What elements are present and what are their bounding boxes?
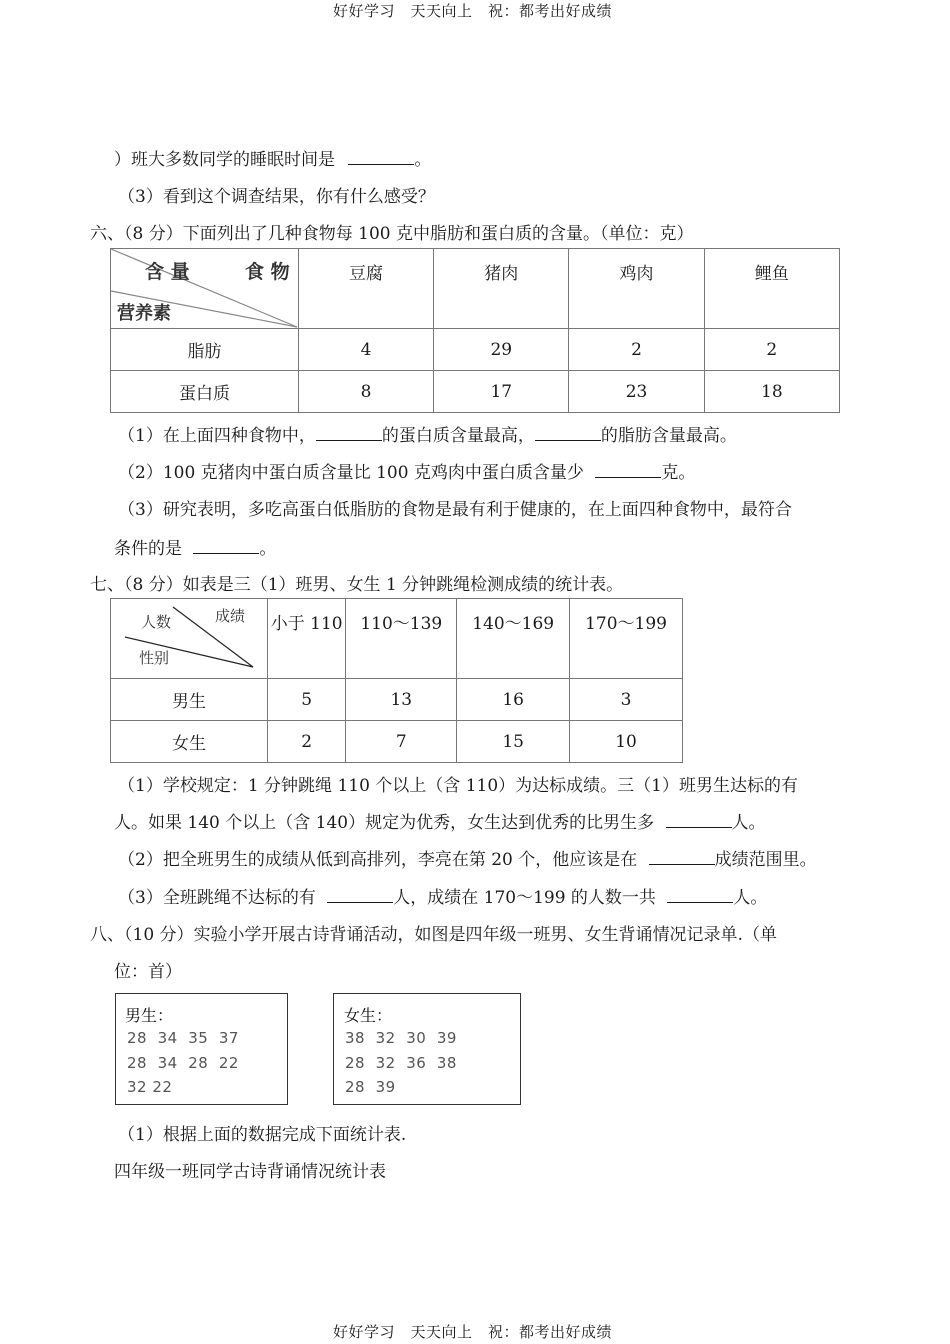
- answer-blank[interactable]: [595, 463, 661, 478]
- s8-boys-record-card: [115, 993, 288, 1105]
- s8-title: 八、（10 分）实验小学开展古诗背诵活动，如图是四年级一班男、女生背诵情况记录单.（单: [90, 925, 777, 945]
- s6-q3: （3）研究表明，多吃高蛋白低脂肪的食物是最有利于健康的，在上面四种食物中，最符合: [118, 500, 792, 520]
- s6-header-cell: 鸡肉: [569, 249, 704, 329]
- s7-q1-text: 人。如果 140 个以上（含 140）规定为优秀，女生达到优秀的比男生多: [114, 813, 655, 833]
- answer-blank[interactable]: [348, 150, 414, 165]
- s6-q1-text: （1）在上面四种食物中，: [118, 426, 316, 446]
- s7-cell: 2: [268, 721, 346, 763]
- s7-q1-cont: [114, 808, 766, 833]
- s7-q3-text: （3）全班跳绳不达标的有: [118, 888, 316, 908]
- s6-q2-text: 克。: [661, 463, 696, 483]
- s7-row-girls: [111, 721, 683, 763]
- s7-corner-bottom: 性别: [139, 649, 170, 667]
- s6-cell: 4: [298, 329, 433, 371]
- s7-q3-text: 人，成绩在 170～199 的人数一共: [393, 888, 656, 908]
- s7-cell: 13: [346, 679, 457, 721]
- s7-cell: 3: [570, 679, 683, 721]
- s7-title: 七、（8 分）如表是三（1）班男、女生 1 分钟跳绳检测成绩的统计表。: [90, 575, 624, 595]
- s5-sleep-text: ）班大多数同学的睡眠时间是: [114, 150, 335, 170]
- s8-table-title: 四年级一班同学古诗背诵情况统计表: [114, 1162, 386, 1182]
- s7-row-label: 男生: [111, 679, 268, 721]
- s7-corner-top-right: 成绩: [215, 607, 246, 625]
- s7-row-boys: [111, 679, 683, 721]
- s6-q3-text: 。: [259, 539, 277, 559]
- s6-q3-text: 条件的是: [114, 539, 182, 559]
- s7-q2: [118, 845, 817, 870]
- s7-header-cell: 小于 110: [268, 599, 346, 679]
- s7-q3-text: 人。: [733, 888, 768, 908]
- s7-corner-top-left: 人数: [141, 613, 172, 631]
- s6-q3-cont: [114, 534, 276, 559]
- s6-row-label: 蛋白质: [111, 371, 299, 413]
- s6-q2: [118, 458, 695, 483]
- s6-cell: 2: [569, 329, 704, 371]
- s8-girls-line: 28 32 36 38: [345, 1054, 457, 1072]
- answer-blank[interactable]: [666, 813, 732, 828]
- s6-corner-top-left: 含 量: [145, 261, 190, 283]
- s7-cell: 15: [457, 721, 570, 763]
- s7-jumprope-table: [110, 598, 683, 763]
- answer-blank[interactable]: [316, 426, 382, 441]
- s8-girls-title: 女生：: [344, 1006, 393, 1025]
- s6-header-cell: 豆腐: [298, 249, 433, 329]
- s6-header-cell: 鲤鱼: [704, 249, 839, 329]
- s7-cell: 7: [346, 721, 457, 763]
- s6-q1-text: 的蛋白质含量最高，: [381, 426, 535, 446]
- s6-title: 六、（8 分）下面列出了几种食物每 100 克中脂肪和蛋白质的含量。（单位：克）: [90, 224, 694, 244]
- s7-q2-text: 成绩范围里。: [714, 850, 817, 870]
- s8-girls-record-card: [333, 993, 521, 1105]
- s7-cell: 5: [268, 679, 346, 721]
- s7-header-cell: 140～169: [457, 599, 570, 679]
- s7-q1: （1）学校规定：1 分钟跳绳 110 个以上（含 110）为达标成绩。三（1）班男生达标的有: [118, 776, 798, 796]
- s7-q1-text: 人。: [731, 813, 766, 833]
- s6-q1-text: 的脂肪含量最高。: [600, 426, 737, 446]
- s6-row-protein: [111, 371, 840, 413]
- s6-food-table: [110, 248, 840, 413]
- s7-header-cell: 110～139: [346, 599, 457, 679]
- s6-cell: 29: [434, 329, 569, 371]
- s6-q1: [118, 421, 737, 446]
- s6-q2-text: （2）100 克猪肉中蛋白质含量比 100 克鸡肉中蛋白质含量少: [118, 463, 584, 483]
- s6-cell: 8: [298, 371, 433, 413]
- answer-blank[interactable]: [193, 539, 259, 554]
- page-footer: 好好学习 天天向上 祝：都考出好成绩: [333, 1323, 613, 1341]
- s5-sleep-end: 。: [414, 150, 432, 170]
- s7-header-cell: 170～199: [570, 599, 683, 679]
- s6-cell: 23: [569, 371, 704, 413]
- s7-corner-cell: [111, 599, 268, 679]
- s8-girls-line: 28 39: [345, 1078, 396, 1096]
- s8-boys-line: 28 34 28 22: [127, 1054, 239, 1072]
- s8-boys-title: 男生：: [125, 1006, 174, 1025]
- s7-row-label: 女生: [111, 721, 268, 763]
- answer-blank[interactable]: [327, 888, 393, 903]
- s6-cell: 18: [704, 371, 839, 413]
- s6-cell: 2: [704, 329, 839, 371]
- answer-blank[interactable]: [649, 850, 715, 865]
- page-header: 好好学习 天天向上 祝：都考出好成绩: [333, 2, 613, 20]
- s5-sleep-question: [114, 145, 431, 170]
- s7-cell: 16: [457, 679, 570, 721]
- s8-girls-line: 38 32 30 39: [345, 1029, 457, 1047]
- s8-boys-line: 28 34 35 37: [127, 1029, 239, 1047]
- s6-header-cell: 猪肉: [434, 249, 569, 329]
- s6-row-fat: [111, 329, 840, 371]
- s7-q3: [118, 883, 767, 908]
- s6-corner-cell: [111, 249, 299, 329]
- s5-q3: （3）看到这个调查结果，你有什么感受？: [118, 187, 435, 207]
- s6-corner-top-right: 食 物: [245, 261, 290, 283]
- answer-blank[interactable]: [667, 888, 733, 903]
- s6-cell: 17: [434, 371, 569, 413]
- s7-q2-text: （2）把全班男生的成绩从低到高排列，李亮在第 20 个，他应该是在: [118, 850, 638, 870]
- answer-blank[interactable]: [535, 426, 601, 441]
- s8-title-cont: 位：首）: [114, 962, 182, 982]
- s6-corner-bottom: 营养素: [117, 303, 171, 324]
- s8-boys-line: 32 22: [127, 1078, 173, 1096]
- s8-q1: （1）根据上面的数据完成下面统计表.: [118, 1125, 407, 1145]
- s7-cell: 10: [570, 721, 683, 763]
- s6-row-label: 脂肪: [111, 329, 299, 371]
